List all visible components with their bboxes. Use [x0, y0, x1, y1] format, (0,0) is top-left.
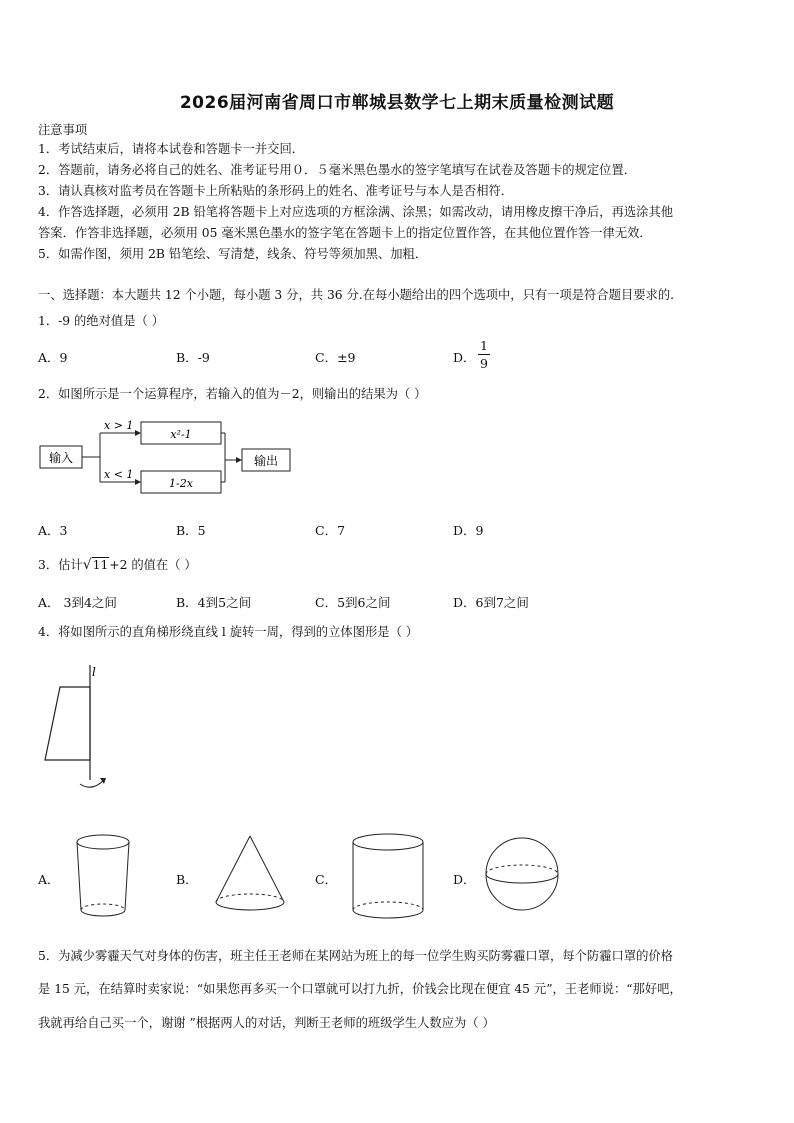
q3-option-b: B．4到5之间 — [176, 595, 252, 610]
cone-side — [250, 836, 284, 902]
question-4-stem: 4．将如图所示的直角梯形绕直线 l 旋转一周，得到的立体图形是（ ） — [38, 625, 419, 639]
q3-option-d: D．6到7之间 — [453, 595, 529, 610]
frustum-side — [125, 842, 129, 910]
cone-base-back — [216, 894, 284, 902]
cylinder-figure — [350, 830, 430, 925]
cone-side — [216, 836, 250, 902]
q2-option-b: B．5 — [176, 523, 206, 538]
cylinder-bottom-front — [353, 910, 423, 918]
section-heading: 一、选择题：本大题共 12 个小题，每小题 3 分，共 36 分.在每小题给出的四个选项中，只有一项是符合题目要求的. — [38, 288, 675, 302]
arrowhead — [236, 457, 242, 463]
q4-option-b: B． — [176, 872, 198, 887]
q4-option-c: C． — [315, 872, 338, 887]
condition-bottom: x < 1 — [104, 468, 134, 481]
note-item: 3．请认真核对监考员在答题卡上所粘贴的条形码上的姓名、准考证号与本人是否相符． — [38, 184, 514, 198]
sqrt-sign: √ — [82, 557, 92, 573]
note-item: 1．考试结束后，请将本试卷和答题卡一并交回． — [38, 142, 305, 156]
question-5-line: 是 15 元，在结算时卖家说：“如果您再多买一个口罩就可以打九折，价钱会比现在便宜 45 元”，王老师说：“那好吧， — [38, 982, 682, 996]
fraction-bar — [478, 354, 490, 355]
cylinder-top — [353, 834, 423, 850]
frustum-figure — [72, 830, 142, 925]
expr-bottom: 1-2x — [169, 477, 193, 490]
axis-label: l — [92, 665, 96, 679]
q2-option-d: D．9 — [453, 523, 484, 538]
sphere-figure — [484, 832, 564, 916]
right-trapezoid — [45, 687, 90, 760]
sqrt-radicand: 11 — [92, 558, 109, 572]
flowchart-diagram — [30, 412, 300, 502]
question-3-stem — [38, 557, 197, 573]
arrowhead — [135, 430, 141, 436]
q3-stem-prefix: 3．估计 — [38, 558, 83, 572]
note-item: 答案．作答非选择题，必须用 05 毫米黑色墨水的签字笔在答题卡上的指定位置作答，在其他位置作答一律无效． — [38, 226, 652, 240]
question-5-line: 5．为减少雾霾天气对身体的伤害，班主任王老师在某网站为班上的每一位学生购买防雾霾口罩，每个防霾口罩的价格 — [38, 949, 673, 963]
q1-fraction — [478, 338, 490, 371]
sphere-equator-back — [486, 865, 558, 874]
question-2-stem: 2．如图所示是一个运算程序，若输入的值为－2，则输出的结果为（ ） — [38, 387, 427, 401]
q1-option-d: D． — [453, 350, 476, 365]
fraction-denominator: 9 — [480, 356, 488, 371]
cone-base-front — [216, 902, 284, 910]
page-title: 2026届河南省周口市郸城县数学七上期末质量检测试题 — [179, 93, 615, 113]
condition-top: x > 1 — [104, 419, 134, 432]
cone-figure — [210, 830, 290, 920]
question-5-line: 我就再给自己买一个，谢谢 ”根据两人的对话，判断王老师的班级学生人数应为（ ） — [38, 1016, 495, 1030]
cylinder-bottom-back — [353, 902, 423, 910]
q1-option-c: C．±9 — [315, 350, 356, 365]
note-item: 2．答题前，请务必将自己的姓名、准考证号用０．５毫米黑色墨水的签字笔填写在试卷及答题卡的规定位置． — [38, 163, 637, 177]
output-label: 输出 — [253, 454, 279, 468]
input-label: 输入 — [48, 451, 74, 465]
q1-option-b: B．-9 — [176, 350, 210, 365]
frustum-top — [77, 835, 129, 849]
q4-option-d: D． — [453, 872, 476, 887]
frustum-bottom-back — [81, 904, 125, 910]
q2-option-c: C．7 — [315, 523, 346, 538]
trapezoid-figure — [30, 660, 120, 800]
q3-stem-suffix: +2 的值在（ ） — [109, 558, 197, 572]
sphere-equator-front — [486, 874, 558, 883]
rotation-arrow — [80, 780, 104, 787]
sphere-outline — [486, 838, 558, 910]
expr-top: x²-1 — [170, 428, 192, 441]
frustum-bottom-front — [81, 910, 125, 916]
arrowhead — [135, 479, 141, 485]
q2-option-a: A．3 — [38, 523, 68, 538]
frustum-side — [77, 842, 81, 910]
note-item: 4．作答选择题，必须用 2B 铅笔将答题卡上对应选项的方框涂满、涂黑；如需改动，请用橡皮擦干净后，再选涂其他 — [38, 205, 674, 219]
q1-option-a: A．9 — [38, 350, 68, 365]
q4-option-a: A． — [38, 872, 60, 887]
q3-option-c: C．5到6之间 — [315, 595, 391, 610]
q3-option-a: A． 3到4之间 — [38, 595, 117, 610]
fraction-numerator: 1 — [480, 338, 488, 353]
notes-heading: 注意事项 — [38, 123, 88, 137]
note-item: 5．如需作图，须用 2B 铅笔绘、写清楚，线条、符号等须加黑、加粗． — [38, 247, 428, 261]
question-1-stem: 1．-9 的绝对值是（ ） — [38, 314, 164, 328]
